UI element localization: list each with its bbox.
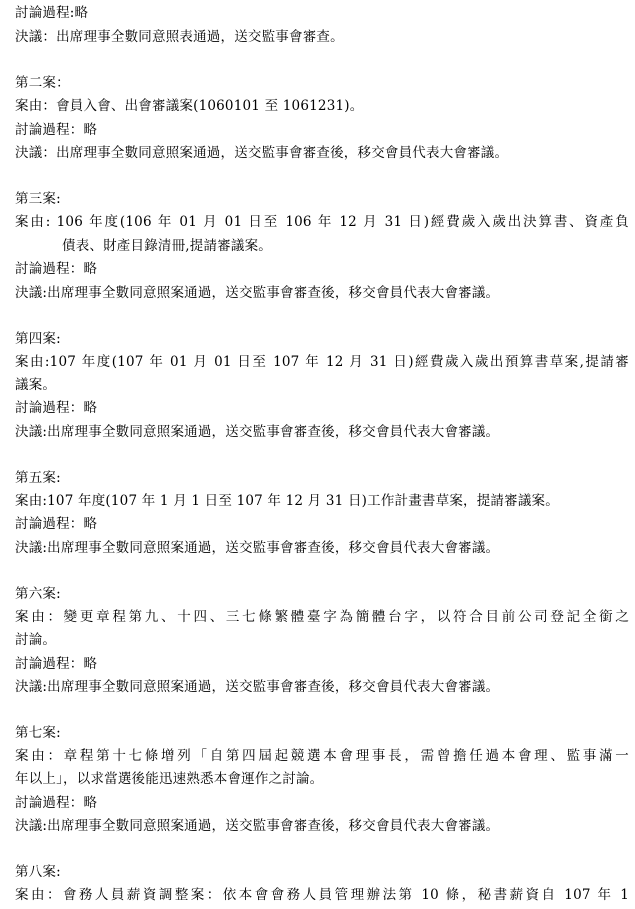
case-reason-line: 案由: 106 年度(106 年 01 月 01 日至 106 年 12 月 31 日)經費歲入歲出決算書、資產負 <box>15 214 629 230</box>
resolution-line: 決議:出席理事全數同意照案通過，送交監事會審查後，移交會員代表大會審議。 <box>15 679 500 695</box>
resolution-line: 決議:出席理事全數同意照案通過，送交監事會審查後，移交會員代表大會審議。 <box>15 818 500 834</box>
case-heading-4: 第四案: <box>15 331 61 347</box>
case-heading-6: 第六案: <box>15 586 61 602</box>
case-reason-continuation: 債表、財產目錄清冊,提請審議案。 <box>62 238 272 254</box>
resolution-line: 決議:出席理事全數同意照案通過，送交監事會審查後，移交會員代表大會審議。 <box>15 285 500 301</box>
discussion-line: 討論過程：略 <box>15 400 98 416</box>
case-reason-line: 案由:107 年度(107 年 1 月 1 日至 107 年 12 月 31 日)工作計畫書草案，提請審議案。 <box>15 493 559 509</box>
resolution-line: 決議:出席理事全數同意照案通過，送交監事會審查後，移交會員代表大會審議。 <box>15 424 500 440</box>
case-reason-line: 案由：會務人員薪資調整案：依本會會務人員管理辦法第 10 條，秘書薪資自 107 年 1 <box>15 887 629 903</box>
case-reason-line: 案由：章程第十七條增列「自第四屆起競選本會理事長，需曾擔任過本會理、監事滿一 <box>15 748 629 764</box>
case-reason-line: 案由：會員入會、出會審議案(1060101 至 1061231)。 <box>15 98 364 114</box>
discussion-line: 討論過程:略 <box>15 5 89 21</box>
resolution-line: 決議：出席理事全數同意照案通過，送交監事會審查後，移交會員代表大會審議。 <box>15 145 509 161</box>
discussion-line: 討論過程：略 <box>15 261 98 277</box>
resolution-line: 決議：出席理事全數同意照表通過，送交監事會審查。 <box>15 29 344 45</box>
case-reason-continuation: 討論。 <box>15 632 57 648</box>
case-heading-5: 第五案: <box>15 470 61 486</box>
case-reason-line: 案由：變更章程第九、十四、三七條繁體臺字為簡體台字，以符合目前公司登記全銜之 <box>15 609 629 625</box>
case-heading-8: 第八案: <box>15 864 61 880</box>
discussion-line: 討論過程：略 <box>15 516 98 532</box>
resolution-line: 決議:出席理事全數同意照案通過，送交監事會審查後，移交會員代表大會審議。 <box>15 540 500 556</box>
case-heading-7: 第七案: <box>15 725 61 741</box>
case-reason-continuation: 議案。 <box>15 377 57 393</box>
discussion-line: 討論過程：略 <box>15 122 98 138</box>
discussion-line: 討論過程：略 <box>15 795 98 811</box>
case-reason-line: 案由:107 年度(107 年 01 月 01 日至 107 年 12 月 31 日)經費歲入歲出預算書草案,提請審 <box>15 354 629 370</box>
case-heading-3: 第三案: <box>15 191 61 207</box>
discussion-line: 討論過程：略 <box>15 656 98 672</box>
case-reason-continuation: 年以上」，以求當選後能迅速熟悉本會運作之討論。 <box>15 771 324 787</box>
case-heading-2: 第二案： <box>15 75 70 91</box>
